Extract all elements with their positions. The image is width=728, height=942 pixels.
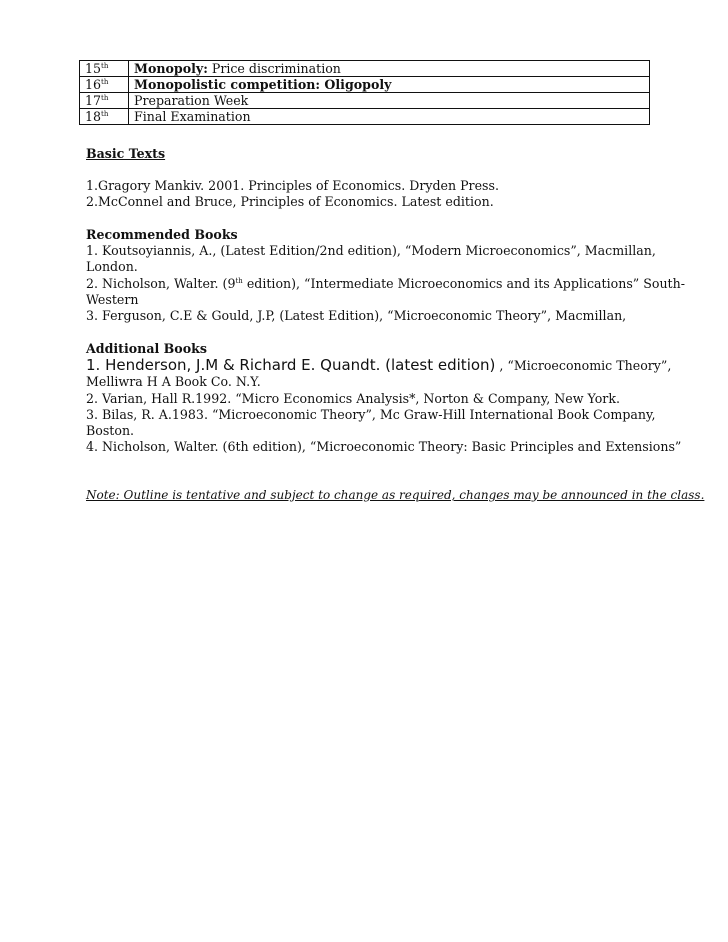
additional-book-item-cont: Boston. [86,423,135,439]
basic-text-item: 1.Gragory Mankiv. 2001. Principles of Economics. Dryden Press. [86,178,499,194]
topic-bold: Monopoly: [134,61,208,76]
recommended-books-heading: Recommended Books [86,227,238,242]
additional-book-item: 2. Varian, Hall R.1992. “Micro Economics Analysis*, Norton & Company, New York. [86,390,620,406]
basic-texts-heading: Basic Texts [86,146,166,161]
week-cell [80,93,129,109]
topic-cell [129,93,650,109]
table-row [80,109,650,125]
additional-book-item-cont: Melliwra H A Book Co. N.Y. [86,374,261,390]
item-text: 2. Nicholson, Walter. (9 [86,275,236,291]
recommended-book-item-cont: Western [86,291,139,307]
recommended-book-item: 1. Koutsoyiannis, A., (Latest Edition/2nd edition), “Modern Microeconomics”, Macmillan, [86,243,656,259]
recommended-book-item [86,276,686,292]
outline-note: Note: Outline is tentative and subject to change as required, changes may be announced in the class. [86,488,705,502]
recommended-book-item-cont: London. [86,259,138,275]
topic-text: Price discrimination [207,61,341,76]
week-cell [80,77,129,93]
topic-text: Preparation Week [134,93,249,108]
basic-text-item: 2.McConnel and Bruce, Principles of Economics. Latest edition. [86,194,494,210]
topic-cell [129,61,650,77]
item-text-large: 1. Henderson, J.M & Richard E. Quandt. (latest edition) [86,356,496,375]
additional-books-heading: Additional Books [86,341,207,356]
table-row [80,93,650,109]
week-number: 15 [85,61,102,76]
week-cell [80,61,129,77]
edition-suffix: th [235,276,243,285]
item-text: edition), “Intermediate Microeconomics and its Applications” South- [242,275,685,291]
table-row [80,77,650,93]
table-row [80,61,650,77]
topic-bold: Monopolistic competition: Oligopoly [134,77,392,92]
recommended-book-item: 3. Ferguson, C.E & Gould, J.P, (Latest Edition), “Microeconomic Theory”, Macmillan, [86,308,627,324]
topic-cell [129,109,650,125]
week-suffix: th [101,109,109,118]
week-number: 18 [85,109,102,124]
week-cell [80,109,129,125]
schedule-table [79,60,650,125]
additional-book-item [86,357,686,374]
week-number: 17 [85,93,102,108]
topic-text: Final Examination [134,109,251,124]
additional-books-section [86,341,686,455]
week-suffix: th [101,77,109,86]
week-suffix: th [101,61,109,70]
week-suffix: th [101,93,109,102]
topic-cell [129,77,650,93]
recommended-books-section [86,227,686,324]
basic-texts-section [86,146,686,211]
week-number: 16 [85,77,102,92]
additional-book-item: 3. Bilas, R. A.1983. “Microeconomic Theory”, Mc Graw-Hill International Book Company, [86,406,656,422]
additional-book-item: 4. Nicholson, Walter. (6th edition), “Microeconomic Theory: Basic Principles and Extensions” [86,439,682,455]
item-text: , “Microeconomic Theory”, [495,358,672,374]
